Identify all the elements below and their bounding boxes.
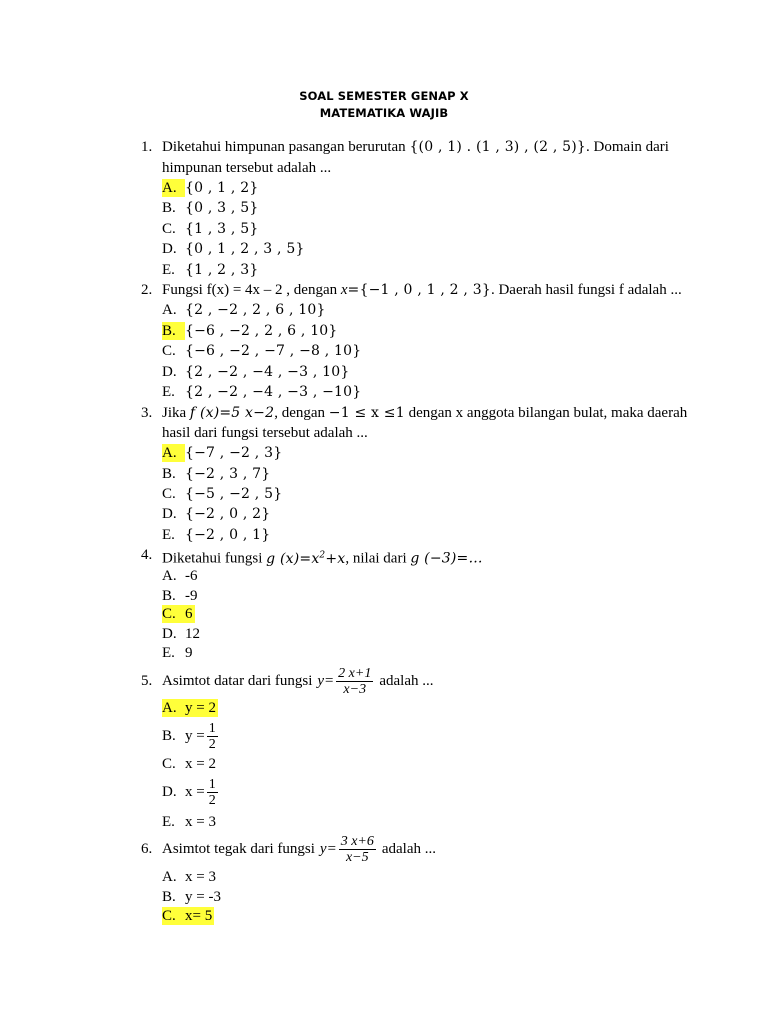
option-a [162, 301, 326, 319]
option-value: {2 , −2 , 2 , 6 , 10} [185, 302, 326, 318]
option-c [162, 342, 361, 360]
option-value: {2 , −2 , −4 , −3 , −10} [185, 384, 362, 400]
question-6: 6. Asimtot tegak dari fungsi y= $\frac{3 x+6}{x-5}$ adalah ... [141, 833, 436, 865]
option-letter: D. [162, 506, 177, 522]
option-c [162, 605, 195, 623]
math-fraction: $\frac{3 x+6}{x-5}$ [340, 833, 374, 865]
question-number: 6. [141, 841, 153, 857]
option-value: {−2 , 0 , 1} [185, 527, 271, 543]
option-letter: D. [162, 241, 177, 257]
option-letter: C. [162, 606, 176, 622]
option-d: D. x = $\frac{1}{2}$ [162, 776, 216, 808]
option-value: {−5 , −2 , 5} [185, 486, 283, 502]
option-value: {1 , 3 , 5} [185, 221, 259, 237]
option-b [162, 888, 221, 906]
option-b [162, 199, 258, 217]
question-text: Diketahui himpunan pasangan berurutan {(0 , 1) . (1 , 3) , (2 , 5)}. Domain dari [162, 139, 669, 155]
option-letter: A. [162, 568, 177, 584]
option-value: -6 [185, 568, 198, 584]
option-c [162, 485, 282, 503]
option-value: x = 2 [185, 756, 216, 772]
option-value: {0 , 1 , 2 , 3 , 5} [185, 241, 305, 257]
highlighted-answer [162, 605, 195, 623]
option-letter: B. [162, 588, 176, 604]
option-value: 12 [185, 626, 200, 642]
math-fraction: $\frac{2 x+1}{x-3}$ [338, 665, 372, 697]
option-value: x = 3 [185, 869, 216, 885]
question-text: Jika f (x)=5 x−2, dengan −1 ≤ x ≤1 dengan x anggota bilangan bulat, maka daerah [162, 405, 688, 421]
question-number: 1. [141, 139, 153, 155]
option-d [162, 505, 270, 523]
option-e [162, 383, 361, 401]
option-letter: A. [162, 700, 177, 716]
option-value: {−2 , 3 , 7} [185, 466, 271, 482]
option-e [162, 813, 216, 831]
question-text: Fungsi f(x) = 4x – 2 , dengan x={−1 , 0 , 1 , 2 , 3}. Daerah hasil fungsi f adalah ... [162, 282, 682, 298]
option-value: {−2 , 0 , 2} [185, 506, 271, 522]
option-c [162, 907, 214, 925]
option-letter: A. [162, 444, 185, 462]
document-page: SOAL SEMESTER GENAP X MATEMATIKA WAJIB 1. Diketahui himpunan pasangan berurutan {(0 , 1) . (1 , 3) , (2 , 5)}. Domain dari himpunan tersebut adalah ... A. {0 , 1 , 2} B. {0 , 3 , 5} C. {1 , 3 , 5} D. {0 , 1 , 2 , 3 , 5} E. {1 , 2 , 3} 2. Fungsi f(x) = 4x – 2 , dengan x={−1 , 0 , 1 , 2 , 3}. Daerah hasil fungsi f adalah ... A. {2 , −2 , 2 , 6 , 10} B. {−6 , −2 , 2 , 6 , 10} C. {−6 , −2 , −7 , −8 , 10} D. {2 , −2 , −4 , −3 , 10} E. {2 , −2 , −4 , −3 , −10} 3. Jika f (x)=5 x−2, dengan −1 ≤ x ≤1 dengan x anggota bilangan bulat, maka daerah hasil dari fungsi tersebut adalah ... A. {−7 , −2 , 3} B. {−2 , 3 , 7} C. {−5 , −2 , 5} D. {−2 , 0 , 2} E. {−2 , 0 , 1} 4. Diketahui fungsi g $(x)=x^2+x$, nilai dari g (−3)=… A. -6 B. -9 C. 6 D. 12 E. 9 5. Asimtot datar dari fungsi y= $\frac{2 x+1}{x-3}$ adalah ... A. y = 2 B. y = $\frac{1}{2}$ C. x = 2 D. x = $\frac{1}{2}$ E. x = 3 6. Asimtot tegak dari fungsi y= $\frac{3 x+6}{x-5}$ adalah ... A. x = 3 B. y = -3 C. x= 5 [0, 0, 768, 1024]
option-value: {0 , 1 , 2} [185, 180, 259, 196]
question-text: Diketahui fungsi g $(x)=x^2+x$, nilai dari g (−3)=… [162, 550, 483, 567]
option-letter: E. [162, 384, 175, 400]
math-fraction: $\frac{1}{2}$ [208, 720, 216, 752]
option-e [162, 644, 193, 662]
math-inequality: −1 ≤ x ≤1 [328, 405, 405, 421]
option-a [162, 567, 198, 585]
math-set: ={−1 , 0 , 1 , 2 , 3} [347, 282, 491, 298]
math-expression: g (−3)=… [410, 550, 483, 567]
option-letter: B. [162, 728, 176, 744]
option-value: y = 2 [185, 700, 216, 716]
highlighted-answer [162, 907, 214, 925]
option-value: {2 , −2 , −4 , −3 , 10} [185, 364, 350, 380]
option-value: {−7 , −2 , 3} [185, 445, 283, 461]
option-value: {1 , 2 , 3} [185, 262, 259, 278]
document-title: SOAL SEMESTER GENAP X [299, 89, 469, 103]
option-value: 9 [185, 645, 193, 661]
option-letter: C. [162, 486, 176, 502]
option-c [162, 755, 216, 773]
option-b [162, 587, 198, 605]
option-letter: B. [162, 322, 185, 340]
option-d [162, 240, 305, 258]
option-b: B. y = $\frac{1}{2}$ [162, 720, 216, 752]
option-a [162, 868, 216, 886]
highlighted-answer [162, 699, 218, 717]
question-number: 3. [141, 405, 153, 421]
option-letter: D. [162, 364, 177, 380]
option-letter: B. [162, 889, 176, 905]
option-letter: C. [162, 908, 176, 924]
question-number: 5. [141, 673, 153, 689]
option-d [162, 625, 200, 643]
option-letter: E. [162, 527, 175, 543]
option-value: 6 [185, 606, 193, 622]
document-subtitle: MATEMATIKA WAJIB [319, 106, 449, 120]
option-letter: B. [162, 200, 176, 216]
option-d [162, 363, 349, 381]
math-set: {(0 , 1) . (1 , 3) , (2 , 5)} [409, 139, 587, 155]
option-value: y = -3 [185, 889, 221, 905]
math-fraction: $\frac{1}{2}$ [208, 776, 216, 808]
option-letter: D. [162, 626, 177, 642]
math-function: f (x)=5 x−2 [189, 405, 275, 421]
option-value: {−6 , −2 , −7 , −8 , 10} [185, 343, 362, 359]
math-function: g $(x)=x^2+x$ [266, 550, 346, 567]
option-letter: E. [162, 645, 175, 661]
option-b [162, 465, 270, 483]
option-b [162, 322, 338, 340]
option-e [162, 261, 258, 279]
option-letter: B. [162, 466, 176, 482]
option-letter: A. [162, 869, 177, 885]
option-value: x = 3 [185, 814, 216, 830]
option-value: -9 [185, 588, 198, 604]
option-letter: A. [162, 302, 177, 318]
option-letter: C. [162, 221, 176, 237]
option-letter: C. [162, 343, 176, 359]
option-e [162, 526, 270, 544]
option-value: {0 , 3 , 5} [185, 200, 259, 216]
option-a [162, 699, 218, 717]
option-value: x= 5 [185, 908, 213, 924]
option-letter: E. [162, 814, 175, 830]
option-letter: D. [162, 784, 177, 800]
option-a [162, 179, 258, 197]
question-5: 5. Asimtot datar dari fungsi y= $\frac{2 x+1}{x-3}$ adalah ... [141, 665, 434, 697]
option-c [162, 220, 258, 238]
option-value: {−6 , −2 , 2 , 6 , 10} [185, 323, 338, 339]
option-letter: A. [162, 179, 185, 197]
option-a [162, 444, 282, 462]
option-letter: E. [162, 262, 175, 278]
question-number: 4. [141, 547, 153, 563]
option-letter: C. [162, 756, 176, 772]
question-number: 2. [141, 282, 153, 298]
